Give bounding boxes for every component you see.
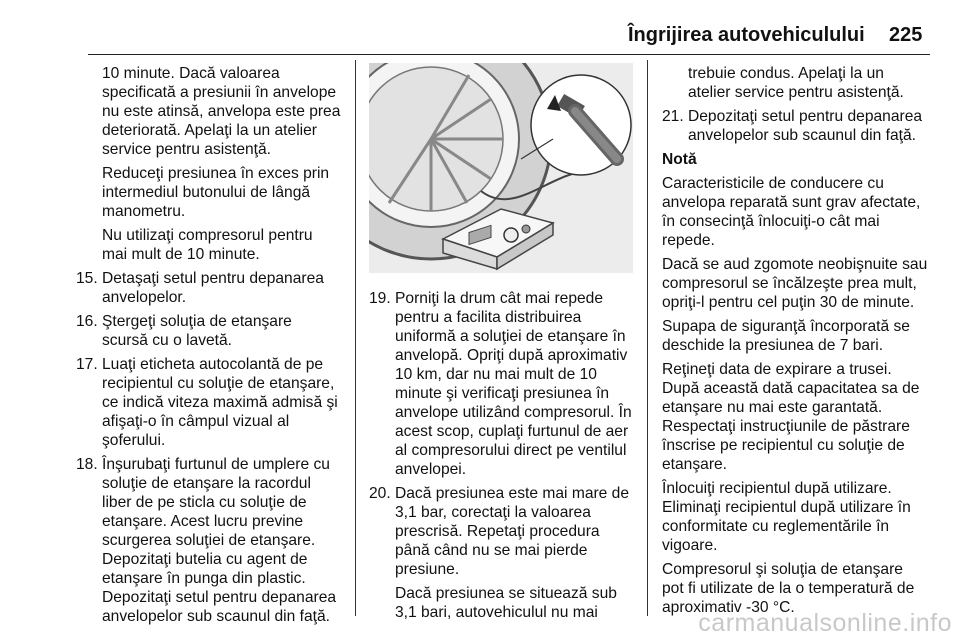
list-item-text: Depozitaţi setul pentru depanarea anvelopelor sub scaunul din faţă.: [688, 108, 923, 144]
list-item-number: 17.: [76, 356, 98, 373]
paragraph-pressure-check: 10 minute. Dacă valoarea specificată a presiunii în anvelope nu este atinsă, anvelopa este prea deteriorată. Apelaţi la un atelier service pentru asistenţă.: [102, 65, 341, 158]
paragraph-low-pressure: Dacă presiunea se situează sub 3,1 bari, autovehiculul nu mai: [395, 585, 617, 621]
list-item-text: Porniţi la drum cât mai repede pentru a facilita distribuirea uniformă a soluţiei de etanşare în anvelopă. Opriţi după aproximativ 10 km, dar nu mai mult de 10 minute şi verificaţi presiunea în anvelope utilizând compresorul. În acest scop, cuplaţi furtunul de aer al compresorului direct pe ventilul anvelopei.: [395, 290, 632, 478]
note-paragraph: Caracteristicile de conducere cu anvelopa reparată sunt grav afectate, în consecinţă înlocuiţi-o cât mai repede.: [662, 175, 921, 249]
list-item: [662, 107, 928, 145]
column-3: [662, 64, 928, 622]
paragraph-continuation: trebuie condus. Apelaţi la un atelier service pentru asistenţă.: [688, 65, 904, 101]
paragraph-compressor-limit: Nu utilizaţi compresorul pentru mai mult de 10 minute.: [102, 227, 313, 263]
page-number: 225: [889, 24, 923, 46]
paragraph-reduce-pressure: Reduceţi presiunea în exces prin intermediul butonului de lângă manometru.: [102, 165, 330, 220]
column-2: [369, 289, 637, 627]
paragraph-replace-container: Înlocuiţi recipientul după utilizare. Eliminaţi recipientul după utilizare în conformitate cu reglementările în vigoare.: [662, 480, 911, 554]
list-item-text: Dacă presiunea este mai mare de 3,1 bar, corectaţi la valoarea prescrisă. Repetaţi procedura până când nu se mai pierde presiune.: [395, 485, 630, 578]
list-item-number: 21.: [662, 108, 684, 125]
note-title: Notă: [662, 151, 697, 168]
compressor-illustration: [369, 63, 633, 273]
list-item-number: 19.: [369, 290, 391, 307]
list-item-text: Înşurubaţi furtunul de umplere cu soluţie de etanşare la racordul liber de pe sticla cu soluţie de etanşare. Acest lucru previne scurgerea soluţiei de etanşare. Depozitaţi butelia cu agent de etanşare în punga din plastic. Depozitaţi setul pentru depanarea anvelopelor sub scaunul din faţă.: [102, 456, 337, 625]
page-header-title: Îngrijirea autovehiculului: [628, 24, 865, 46]
list-item: [76, 455, 342, 626]
paragraph-temperature: Compresorul şi soluţia de etanşare pot fi utilizate de la o temperatură de aproximativ -30 °C.: [662, 561, 915, 616]
header-rule: [88, 54, 930, 55]
list-item: [76, 312, 342, 350]
list-item-text: Ştergeţi soluţia de etanşare scursă cu o lavetă.: [102, 313, 292, 349]
list-item-text: Detaşaţi setul pentru depanarea anvelopelor.: [102, 270, 324, 306]
column-divider-right: [647, 60, 648, 616]
list-item: [369, 484, 637, 579]
list-item: [76, 355, 342, 450]
watermark: carmanualsonline.info: [698, 609, 952, 637]
paragraph-safety-valve: Supapa de siguranţă încorporată se deschide la presiunea de 7 bari.: [662, 318, 910, 354]
paragraph-expiry: Reţineţi data de expirare a trusei. După această dată capacitatea sa de etanşare nu mai este garantată. Respectaţi instrucţiunile de păstrare înscrise pe recipientul cu soluţie de etanşare.: [662, 361, 920, 473]
column-1: [76, 64, 342, 631]
list-item-number: 18.: [76, 456, 98, 473]
list-item-number: 16.: [76, 313, 98, 330]
column-divider-left: [355, 60, 356, 616]
list-item: [76, 269, 342, 307]
paragraph-noise-warning: Dacă se aud zgomote neobişnuite sau compresorul se încălzeşte prea mult, opriţi-l pentru cel puţin 30 de minute.: [662, 256, 928, 311]
wheel-compressor-drawing: [369, 63, 633, 273]
list-item-number: 15.: [76, 270, 98, 287]
list-item-text: Luaţi eticheta autocolantă de pe recipientul cu soluţie de etanşare, ce indică viteza maximă admisă şi afişaţi-o în câmpul vizual al şoferului.: [102, 356, 338, 449]
list-item-number: 20.: [369, 485, 391, 502]
list-item: [369, 289, 637, 479]
